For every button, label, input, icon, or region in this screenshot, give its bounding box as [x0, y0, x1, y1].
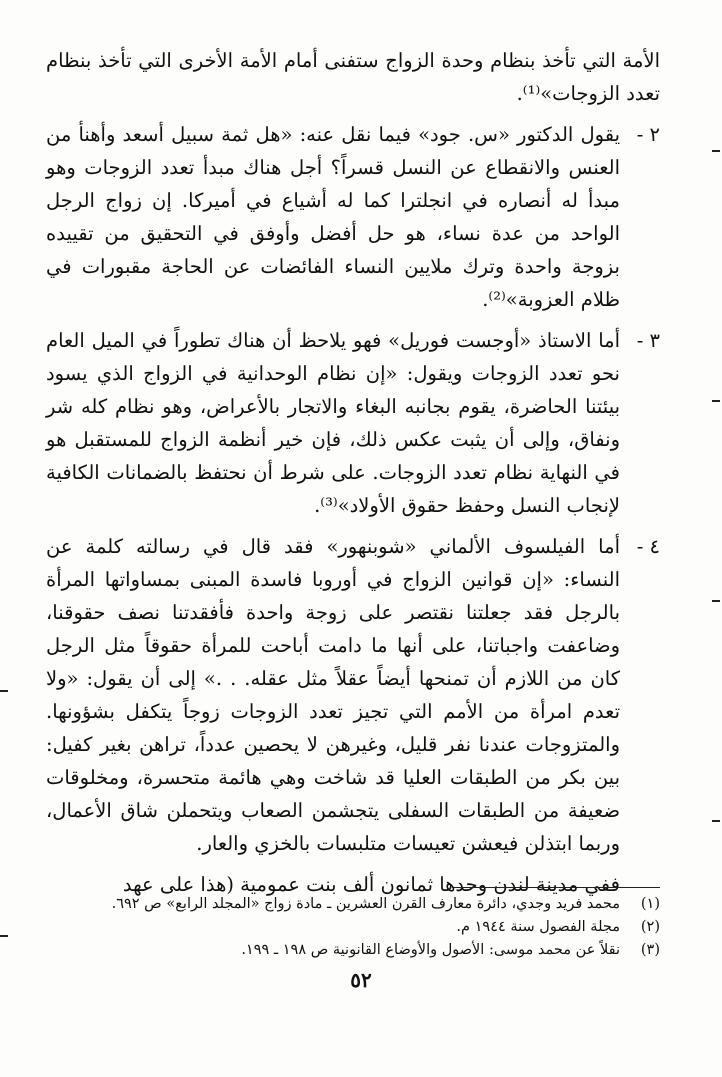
footnote-number: (٢) [640, 919, 660, 935]
footnote-text: محمد فريد وجدي، دائرة معارف القرن العشرين ـ مادة زواج «المجلد الرابع» ص ٦٩٢. [111, 896, 620, 912]
item-text: يقول الدكتور «س. جود» فيما نقل عنه: «هل ثمة سبيل أسعد وأهنأ من العنس والانقطاع عن النسل قسراً؟ أجل هناك مبدأ تعدد الزوجات وهو مبدأ له أنصاره في انجلترا كما له أشياع في أميركا. إن زواج الرجل الواحد من عدة نساء، هو حل أفضل وأوفق في التحقيق من تقييده بزوجة واحدة وترك ملايين النساء الفائضات عن الحاجة مقبورات في ظلام العزوبة»⁽²⁾. [46, 123, 620, 311]
binding-mark [0, 690, 8, 692]
binding-mark [712, 150, 720, 152]
footnote-text: مجلة الفصول سنة ١٩٤٤ م. [456, 919, 620, 935]
footnote-number: (١) [640, 896, 660, 912]
binding-mark [0, 935, 8, 937]
binding-mark [712, 820, 720, 822]
footnote-3 [60, 939, 660, 962]
footnote-2 [60, 916, 660, 939]
item-number: ٤ - [636, 535, 660, 558]
item-number: ٢ - [636, 123, 660, 146]
footnote-divider [452, 887, 660, 888]
footnote-1 [60, 893, 660, 916]
item-number: ٣ - [636, 329, 660, 352]
numbered-item-2 [46, 118, 660, 316]
numbered-item-4 [46, 530, 660, 860]
item-text: أما الاستاذ «أوجست فوريل» فهو يلاحظ أن هناك تطوراً في الميل العام نحو تعدد الزوجات ويقول: «إن نظام الوحدانية في الزواج الذي يسود بيئتنا الحاضرة، يقوم بجانبه البغاء والاتجار بالأعراض، وهو نظام كله شر ونفاق، وإلى أن يثبت عكس ذلك، فإن خير أنظمة الزواج للمستقبل هو في النهاية نظام تعدد الزوجات. على شرط أن نحتفظ بالضمانات الكافية لإنجاب النسل وحفظ حقوق الأولاد»⁽³⁾. [46, 329, 620, 517]
main-text [46, 44, 660, 901]
binding-mark [712, 600, 720, 602]
paragraph-london: ففي مدينة لندن وحدها ثمانون ألف بنت عمومية (هذا على عهد [122, 873, 620, 896]
footnote-text: نقلاً عن محمد موسى: الأصول والأوضاع القانونية ص ١٩٨ ـ ١٩٩. [241, 942, 620, 958]
page-number: ٥٢ [350, 968, 372, 992]
footnote-number: (٣) [640, 942, 660, 958]
footnotes [60, 893, 660, 962]
paragraph-continued: الأمة التي تأخذ بنظام وحدة الزواج ستفنى أمام الأمة الأخرى التي تأخذ بنظام تعدد الزوجات»⁽¹⁾. [46, 49, 660, 105]
item-text: أما الفيلسوف الألماني «شوبنهور» فقد قال في رسالته كلمة عن النساء: «إن قوانين الزواج في أوروبا فاسدة المبنى بمساواتها المرأة بالرجل فقد جعلتنا نقتصر على زوجة واحدة فأفقدتنا نصف حقوقنا، وضاعفت واجباتنا، على أنها ما دامت أباحت للمرأة حقوقاً مثل الرجل كان من اللازم أن تمنحها أيضاً عقلاً مثل عقله. . .» إلى أن يقول: «ولا تعدم امرأة من الأمم التي تجيز تعدد الزوجات زوجاً يتكفل بشؤونها. والمتزوجات عندنا نفر قليل، وغيرهن لا يحصين عدداً، تراهن بغير كفيل: بين بكر من الطبقات العليا قد شاخت وهي هائمة متحسرة، ومخلوقات ضعيفة من الطبقات السفلى يتجشمن الصعاب ويتحملن شاق الأعمال، وربما ابتذلن فيعشن تعيسات متلبسات بالخزي والعار. [46, 535, 620, 855]
numbered-item-3 [46, 324, 660, 522]
binding-mark [712, 400, 720, 402]
